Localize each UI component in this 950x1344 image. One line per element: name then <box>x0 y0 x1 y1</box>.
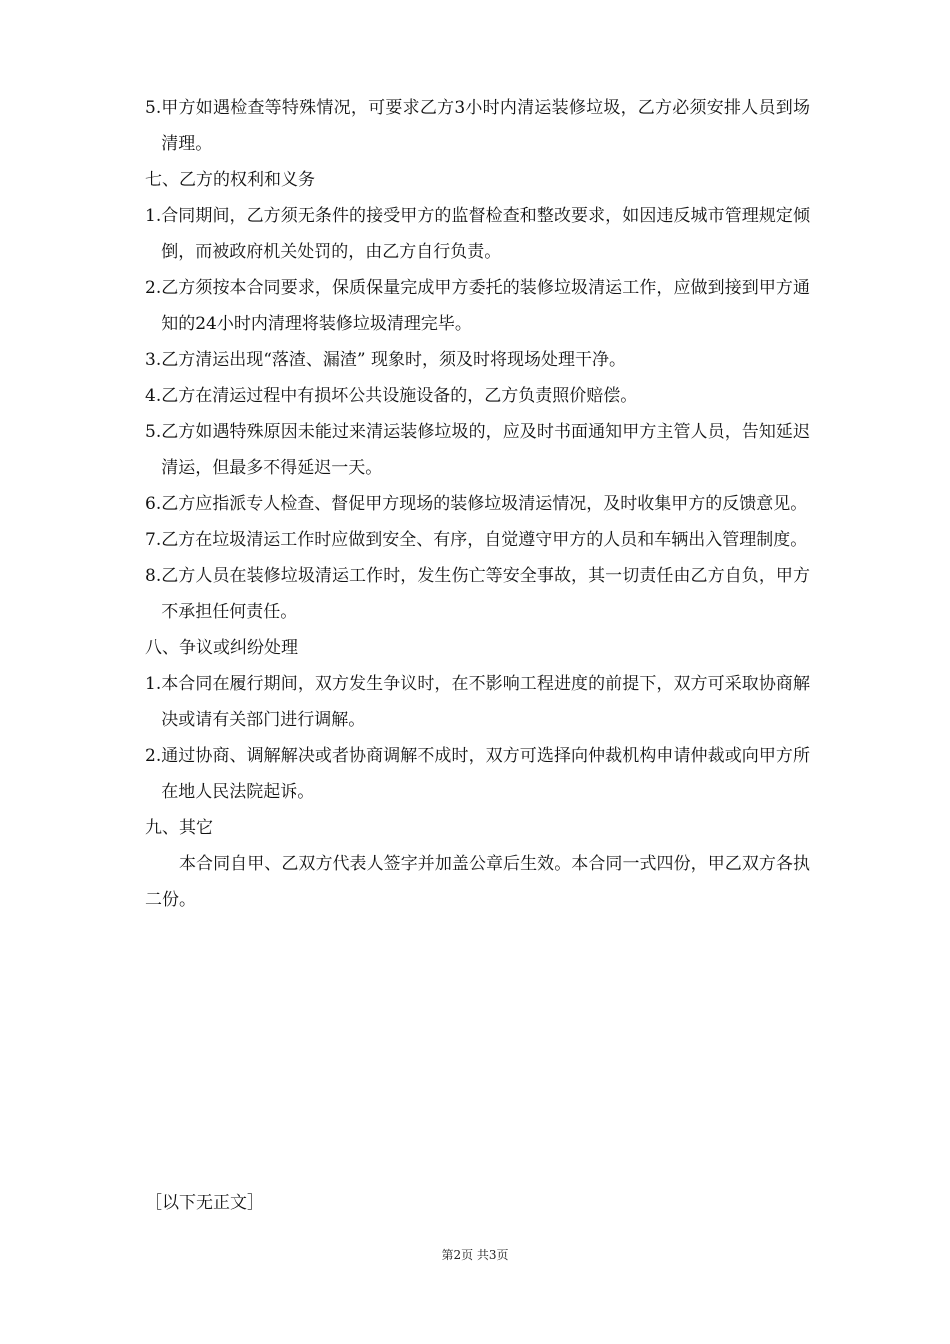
clause-number: 1. <box>145 674 162 694</box>
clause-7-1 <box>145 198 810 270</box>
clause-text: 合同期间，乙方须无条件的接受甲方的监督检查和整改要求，如因违反城市管理规定倾倒，而被政府机关处罚的，由乙方自行负责。 <box>161 206 810 262</box>
clause-6-5 <box>145 90 810 162</box>
clause-text: 通过协商、调解解决或者协商调解不成时，双方可选择向仲裁机构申请仲裁或向甲方所在地人民法院起诉。 <box>161 746 810 802</box>
clause-text: 本合同在履行期间，双方发生争议时，在不影响工程进度的前提下，双方可采取协商解决或请有关部门进行调解。 <box>161 674 810 730</box>
clause-number: 8. <box>145 566 162 586</box>
clause-7-8 <box>145 558 810 630</box>
clause-text: 乙方清运出现“落渣、漏渣” 现象时，须及时将现场处理干净。 <box>161 350 627 370</box>
clause-text: 乙方人员在装修垃圾清运工作时，发生伤亡等安全事故，其一切责任由乙方自负，甲方不承担任何责任。 <box>161 566 810 622</box>
clause-text: 甲方如遇检查等特殊情况，可要求乙方3小时内清运装修垃圾，乙方必须安排人员到场清理。 <box>161 98 810 154</box>
clause-text: 乙方须按本合同要求，保质保量完成甲方委托的装修垃圾清运工作，应做到接到甲方通知的24小时内清理将装修垃圾清理完毕。 <box>161 278 810 334</box>
clause-number: 1. <box>145 206 162 226</box>
clause-number: 5. <box>145 98 162 118</box>
document-body <box>145 90 810 918</box>
section-7-heading: 七、乙方的权利和义务 <box>145 170 315 190</box>
clause-text: 乙方在垃圾清运工作时应做到安全、有序，自觉遵守甲方的人员和车辆出入管理制度。 <box>161 530 808 550</box>
end-of-text-note: ［以下无正文］ <box>145 1193 264 1213</box>
clause-number: 7. <box>145 530 162 550</box>
clause-7-6 <box>145 486 810 522</box>
clause-number: 3. <box>145 350 162 370</box>
clause-8-1 <box>145 666 810 738</box>
clause-text: 乙方在清运过程中有损坏公共设施设备的，乙方负责照价赔偿。 <box>161 386 638 406</box>
clause-7-7 <box>145 522 810 558</box>
clause-text: 乙方应指派专人检查、督促甲方现场的装修垃圾清运情况，及时收集甲方的反馈意见。 <box>161 494 808 514</box>
clause-number: 2. <box>145 278 162 298</box>
clause-number: 6. <box>145 494 162 514</box>
section-9-paragraph: 本合同自甲、乙双方代表人签字并加盖公章后生效。本合同一式四份，甲乙双方各执二份。 <box>145 854 810 910</box>
clause-7-2 <box>145 270 810 342</box>
clause-7-5 <box>145 414 810 486</box>
clause-7-4 <box>145 378 810 414</box>
clause-number: 5. <box>145 422 162 442</box>
page-number: 第2页 共3页 <box>441 1248 509 1262</box>
clause-number: 4. <box>145 386 162 406</box>
section-9-heading: 九、其它 <box>145 818 213 838</box>
clause-text: 乙方如遇特殊原因未能过来清运装修垃圾的，应及时书面通知甲方主管人员，告知延迟清运，但最多不得延迟一天。 <box>161 422 810 478</box>
clause-8-2 <box>145 738 810 810</box>
clause-7-3 <box>145 342 810 378</box>
section-8-heading: 八、争议或纠纷处理 <box>145 638 298 658</box>
clause-number: 2. <box>145 746 162 766</box>
